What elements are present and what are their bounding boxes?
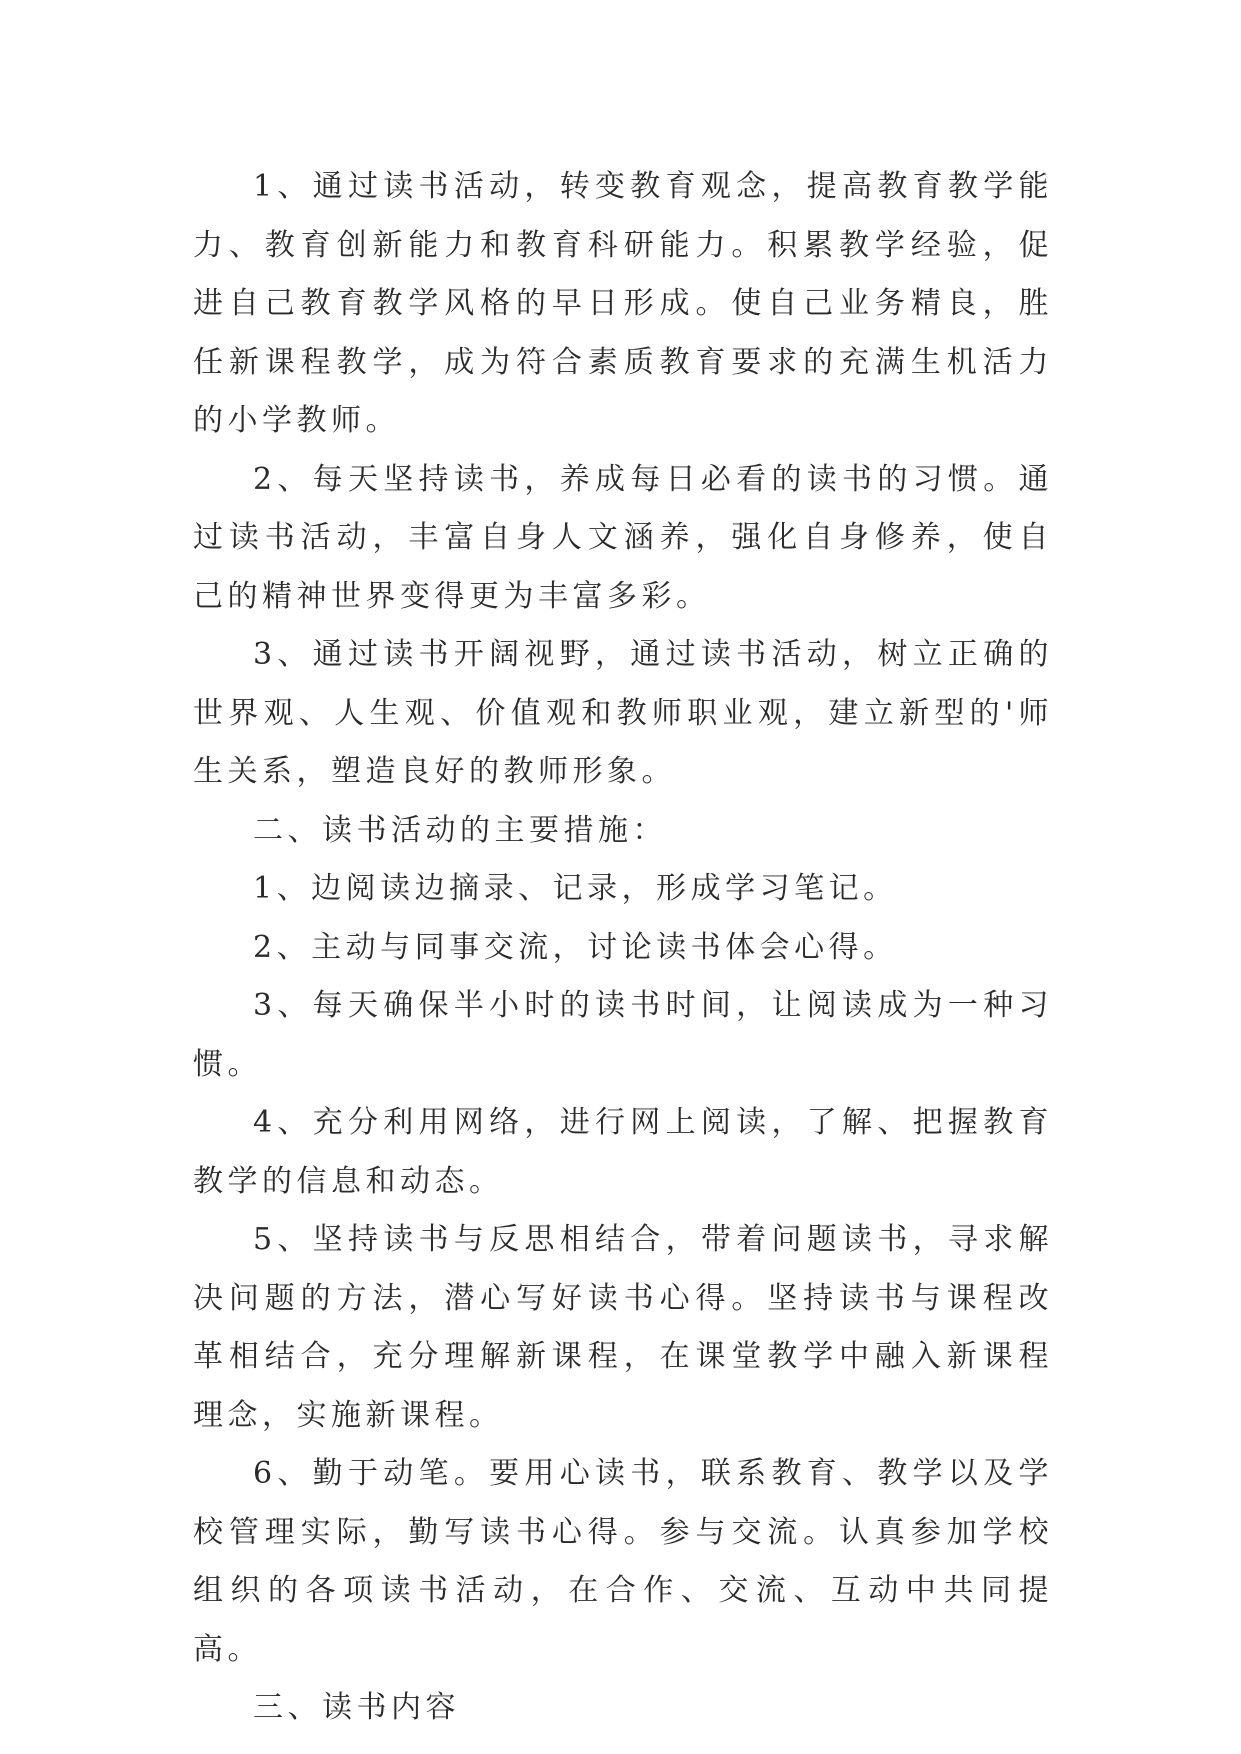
paragraph-goal-2: 2、每天坚持读书，养成每日必看的读书的习惯。通过读书活动，丰富自身人文涵养，强化自身修养，使自己的精神世界变得更为丰富多彩。 — [193, 461, 1053, 614]
section-heading-measures: 二、读书活动的主要措施： — [253, 812, 667, 848]
paragraph-goal-1: 1、通过读书活动，转变教育观念，提高教育教学能力、教育创新能力和教育科研能力。积累教学经验，促进自己教育教学风格的早日形成。使自己业务精良，胜任新课程教学，成为符合素质教育要求的充满生机活力的小学教师。 — [193, 169, 1053, 438]
paragraph-measure-4: 4、充分利用网络，进行网上阅读，了解、把握教育教学的信息和动态。 — [193, 1105, 1053, 1199]
section-heading-content: 三、读书内容 — [253, 1690, 460, 1725]
paragraph-measure-6: 6、勤于动笔。要用心读书，联系教育、教学以及学校管理实际，勤写读书心得。参与交流。认真参加学校组织的各项读书活动，在合作、交流、互动中共同提高。 — [193, 1456, 1053, 1667]
paragraph-measure-1: 1、边阅读边摘录、记录，形成学习笔记。 — [253, 871, 898, 906]
paragraph-goal-3: 3、通过读书开阔视野，通过读书活动，树立正确的世界观、人生观、价值观和教师职业观，建立新型的'师生关系，塑造良好的教师形象。 — [193, 637, 1053, 789]
paragraph-measure-2: 2、主动与同事交流，讨论读书体会心得。 — [253, 929, 898, 965]
paragraph-measure-5: 5、坚持读书与反思相结合，带着问题读书，寻求解决问题的方法，潜心写好读书心得。坚持读书与课程改革相结合，充分理解新课程，在课堂教学中融入新课程理念，实施新课程。 — [193, 1222, 1053, 1433]
document-body — [193, 158, 1053, 1738]
paragraph-measure-3: 3、每天确保半小时的读书时间，让阅读成为一种习惯。 — [193, 988, 1053, 1082]
